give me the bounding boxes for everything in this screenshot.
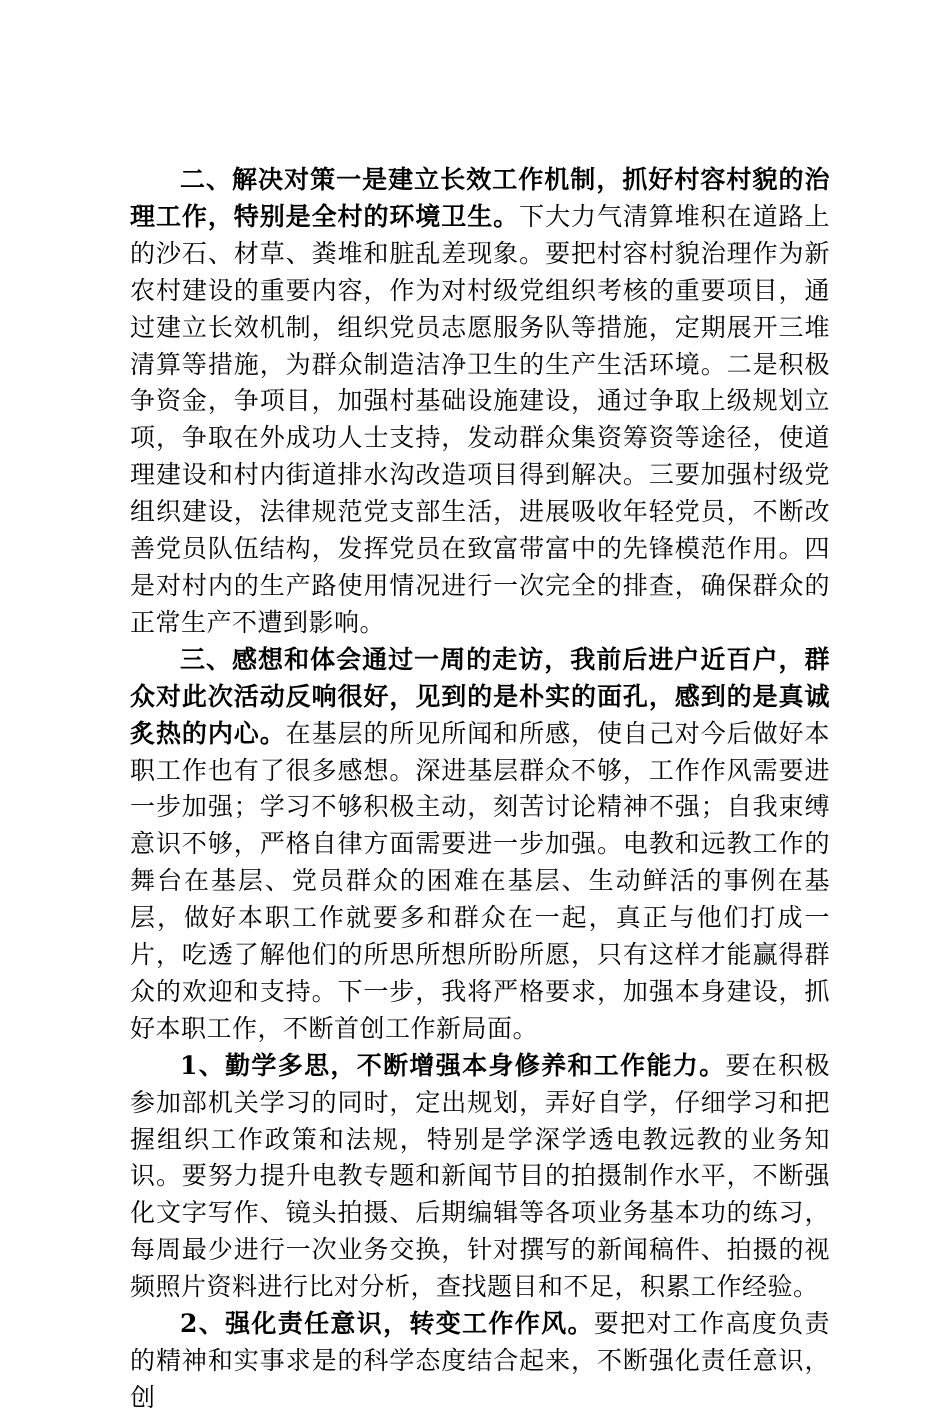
paragraph-lead: 1、勤学多思，不断增强本身修养和工作能力。 xyxy=(180,1050,726,1080)
paragraph-study xyxy=(130,1048,830,1306)
paragraph-text: 下大力气清算堆积在道路上的沙石、材草、粪堆和脏乱差现象。要把村容村貌治理作为新农村建设的重要内容，作为对村级党组织考核的重要项目，通过建立长效机制，组织党员志愿服务队等措施，定期展开三堆清算等措施，为群众制造洁净卫生的生产生活环境。二是积极争资金，争项目，加强村基础设施建设，通过争取上级规划立项，争取在外成功人士支持，发动群众集资筹资等途径，使道理建设和村内街道排水沟改造项目得到解决。三要加强村级党组织建设，法律规范党支部生活，进展吸收年轻党员，不断改善党员队伍结构，发挥党员在致富带富中的先锋模范作用。四是对村内的生产路使用情况进行一次完全的排查，确保群众的正常生产不遭到影响。 xyxy=(130,201,830,637)
paragraph-text: 要把对工作高度负责的精神和实事求是的科学态度结合起来，不断强化责任意识，创 xyxy=(130,1309,830,1412)
paragraph-lead: 三、感想和体会通过一周的走访，我前后进户近百户，群众对此次活动反响很好，见到的是朴实的面孔，感到的是真诚炙热的内心。 xyxy=(130,644,830,748)
paragraph-responsibility xyxy=(130,1306,830,1417)
paragraph-lead: 2、强化责任意识，转变工作作风。 xyxy=(180,1309,594,1339)
paragraph-text: 要在积极参加部机关学习的同时，定出规划，弄好自学，仔细学习和把握组织工作政策和法规，特别是学深学透电教远教的业务知识。要努力提升电教专题和新闻节目的拍摄制作水平，不断强化文字写作、镜头拍摄、后期编辑等各项业务基本功的练习，每周最少进行一次业务交换，针对撰写的新闻稿件、拍摄的视频照片资料进行比对分析，查找题目和不足，积累工作经验。 xyxy=(130,1050,830,1302)
document-body xyxy=(130,162,830,1417)
paragraph-solutions xyxy=(130,162,830,642)
paragraph-text: 在基层的所见所闻和所感，使自己对今后做好本职工作也有了很多感想。深进基层群众不够，工作作风需要进一步加强；学习不够积极主动，刻苦讨论精神不强；自我束缚意识不够，严格自律方面需要进一步加强。电教和远教工作的舞台在基层、党员群众的困难在基层、生动鲜活的事例在基层，做好本职工作就要多和群众在一起，真正与他们打成一片，吃透了解他们的所思所想所盼所愿，只有这样才能赢得群众的欢迎和支持。下一步，我将严格要求，加强本身建设，抓好本职工作，不断首创工作新局面。 xyxy=(130,718,830,1043)
paragraph-reflections xyxy=(130,642,830,1048)
paragraph-lead: 二、解决对策一是建立长效工作机制，抓好村容村貌的治理工作，特别是全村的环境卫生。 xyxy=(130,165,830,231)
